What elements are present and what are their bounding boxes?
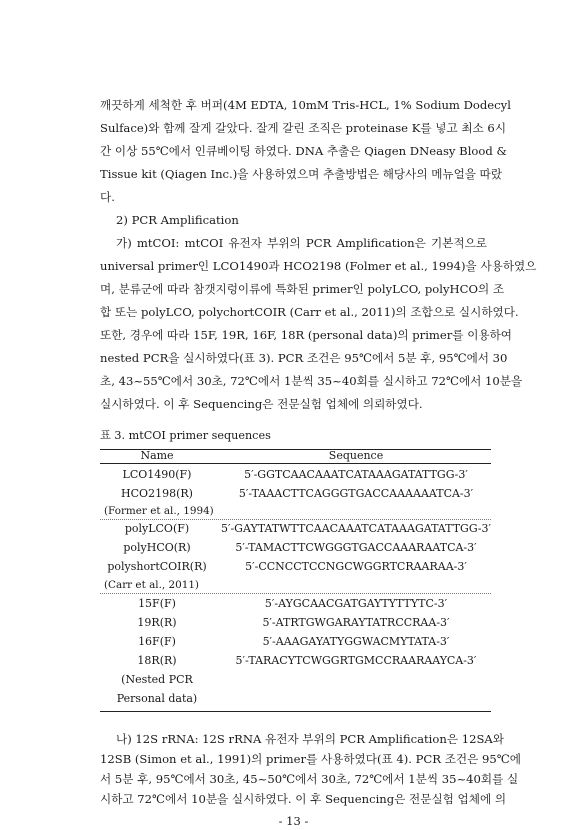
text-line: 또한, 경우에 따라 15F, 19R, 16F, 18R (personal data)의 primer를 이용하여 bbox=[100, 328, 512, 342]
section-heading: 2) PCR Amplification bbox=[116, 213, 239, 227]
primer-name: HCO2198(R) bbox=[121, 487, 193, 500]
page-number: - 13 - bbox=[278, 814, 309, 828]
primer-name: 18R(R) bbox=[137, 654, 177, 667]
group-citation: (Former et al., 1994) bbox=[104, 505, 214, 517]
primer-sequence: 5′-GAYTATWTTCAACAAATCATAAAGATATTGG-3′ bbox=[220, 522, 492, 535]
text-line: 합 또는 polyLCO, polychortCOIR (Carr et al., 2011)의 조합으로 실시하였다. bbox=[100, 305, 519, 319]
primer-sequence: 5′-TARACYTCWGGRTGMCCRAARAAYCA-3′ bbox=[235, 654, 477, 667]
text-line: 실시하였다. 이 후 Sequencing은 전문실험 업체에 의뢰하였다. bbox=[100, 397, 423, 411]
primer-sequence: 5′-CCNCCTCCNGCWGGRTCRAARAA-3′ bbox=[245, 560, 467, 573]
text-line: 서 5분 후, 95℃에서 30초, 45~50℃에서 30초, 72℃에서 1분씩 35~40회를 실 bbox=[100, 772, 519, 786]
group-divider bbox=[100, 593, 491, 594]
primer-name: LCO1490(F) bbox=[122, 468, 192, 481]
primer-name: 19R(R) bbox=[137, 616, 177, 629]
text-line: 12SB (Simon et al., 1991)의 primer를 사용하였다(표 4). PCR 조건은 95℃에 bbox=[100, 752, 521, 766]
primer-sequence: 5′-ATRTGWGARAYTATRCCRAA-3′ bbox=[262, 616, 450, 629]
text-line: 초, 43~55℃에서 30초, 72℃에서 1분씩 35~40회를 실시하고 72℃에서 10분을 bbox=[100, 374, 523, 388]
primer-name: 15F(F) bbox=[138, 597, 176, 610]
text-line: 다. bbox=[100, 190, 115, 204]
table-caption: 표 3. mtCOI primer sequences bbox=[100, 429, 271, 442]
text-line: 간 이상 55℃에서 인큐베이팅 하였다. DNA 추출은 Qiagen DNeasy Blood & bbox=[100, 144, 507, 158]
group-note: Personal data) bbox=[116, 692, 198, 705]
text-line: Sulface)와 함께 잘게 갈았다. 잘게 갈린 조직은 proteinase K를 넣고 최소 6시 bbox=[100, 121, 507, 135]
text-line: nested PCR을 실시하였다(표 3). PCR 조건은 95℃에서 5분 후, 95℃에서 30 bbox=[100, 351, 508, 365]
text-line: 나) 12S rRNA: 12S rRNA 유전자 부위의 PCR Amplification은 12SA와 bbox=[116, 732, 504, 746]
primer-sequence: 5′-AAAGAYATYGGWACMYTATA-3′ bbox=[262, 635, 450, 648]
primer-sequence: 5′-TAAACTTCAGGGTGACCAAAAAATCA-3′ bbox=[238, 487, 474, 500]
group-note: (Nested PCR bbox=[121, 673, 193, 686]
primer-name: polyshortCOIR(R) bbox=[107, 560, 207, 573]
header-rule bbox=[100, 463, 491, 464]
text-line: 가) mtCOI: mtCOI 유전자 부위의 PCR Amplification은 기본적으로 bbox=[116, 236, 487, 250]
primer-name: polyLCO(F) bbox=[124, 522, 190, 535]
text-line: Tissue kit (Qiagen Inc.)을 사용하였으며 추출방법은 해당사의 메뉴얼을 따랐 bbox=[100, 167, 503, 181]
column-header-name: Name bbox=[140, 449, 174, 462]
primer-sequence: 5′-TAMACTTCWGGGTGACCAAARAATCA-3′ bbox=[235, 541, 477, 554]
text-line: 며, 분류군에 따라 참갯지렁이류에 특화된 primer인 polyLCO, polyHCO의 조 bbox=[100, 282, 505, 296]
text-line: 깨끗하게 세척한 후 버퍼(4M EDTA, 10mM Tris-HCL, 1% Sodium Dodecyl bbox=[100, 98, 511, 112]
primer-name: polyHCO(R) bbox=[123, 541, 191, 554]
primer-sequence: 5′-GGTCAACAAATCATAAAGATATTGG-3′ bbox=[244, 468, 468, 481]
table-bottom-rule bbox=[100, 711, 491, 712]
column-header-sequence: Sequence bbox=[328, 449, 384, 462]
text-line: universal primer인 LCO1490과 HCO2198 (Folmer et al., 1994)을 사용하였으 bbox=[100, 259, 537, 273]
text-line: 시하고 72℃에서 10분을 실시하였다. 이 후 Sequencing은 전문실험 업체에 의 bbox=[100, 792, 507, 806]
primer-name: 16F(F) bbox=[138, 635, 176, 648]
group-citation: (Carr et al., 2011) bbox=[104, 579, 199, 591]
primer-sequence: 5′-AYGCAACGATGAYTYTTYTC-3′ bbox=[264, 597, 448, 610]
group-divider bbox=[100, 519, 491, 520]
